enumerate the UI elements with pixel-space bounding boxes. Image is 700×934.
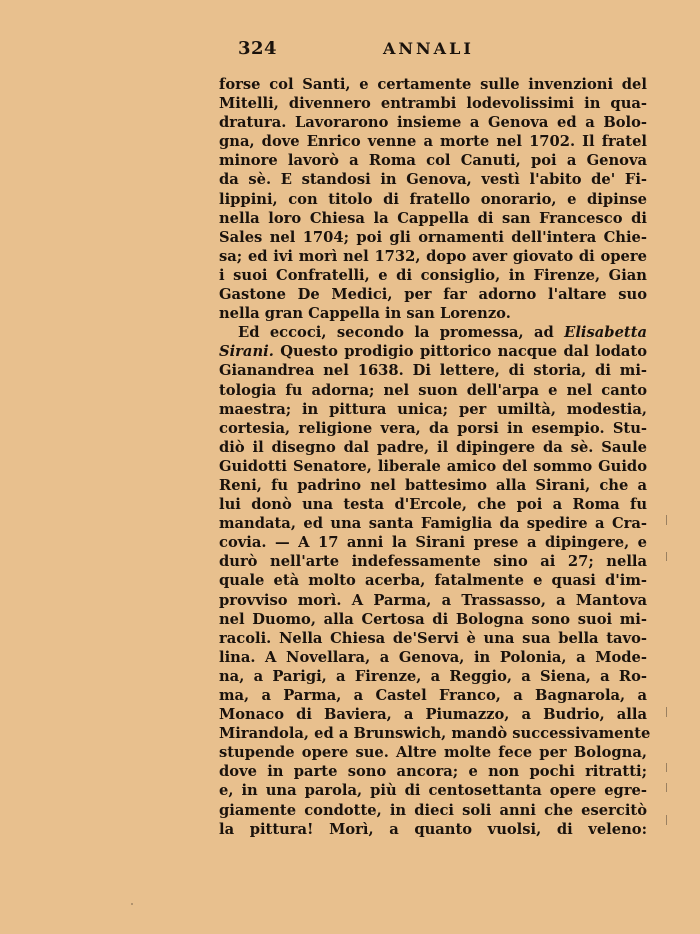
text-line: na, a Parigi, a Firenze, a Reggio, a Siena, a Ro-: [219, 667, 647, 685]
text-line: dratura. Lavorarono insieme a Genova ed a Bolo-: [219, 114, 647, 132]
text-line: forse col Santi, e certamente sulle invenzioni del: [219, 76, 647, 93]
text-line-italic: Sirani. Questo prodigio pittorico nacque dal lodato: [219, 343, 647, 361]
text-line: provviso morì. A Parma, a Trassasso, a Mantova: [219, 591, 647, 609]
text-line: i suoi Confratelli, e di consiglio, in Firenze, Gian: [219, 266, 647, 284]
text-line: Reni, fu padrino nel battesimo alla Sirani, che a: [219, 476, 647, 494]
text-line: sa; ed ivi morì nel 1732, dopo aver giovato di opere: [219, 247, 647, 265]
text-line: nella loro Chiesa la Cappella di san Francesco di: [219, 209, 647, 227]
margin-mark: [666, 783, 667, 792]
text-line: minore lavorò a Roma col Canuti, poi a Genova: [219, 152, 647, 170]
text-line: cortesia, religione vera, da porsi in esempio. Stu-: [219, 419, 647, 437]
text-line: ma, a Parma, a Castel Franco, a Bagnarola, a: [219, 687, 647, 704]
text-line: da sè. E standosi in Genova, vestì l'abito de' Fi-: [219, 171, 647, 189]
text-line: quale età molto acerba, fatalmente e quasi d'im-: [219, 572, 647, 590]
text-line: maestra; in pittura unica; per umiltà, modestia,: [219, 400, 647, 418]
name-italic: Sirani.: [219, 343, 274, 361]
margin-mark: [666, 763, 667, 772]
text-line: Mirandola, ed a Brunswich, mandò successivamente: [219, 725, 651, 743]
text-line: diò il disegno dal padre, il dipingere da sè. Saule: [219, 438, 647, 456]
speck: [131, 903, 133, 905]
text-line: stupende opere sue. Altre molte fece per Bologna,: [219, 744, 647, 762]
running-head: ANNALI: [383, 39, 474, 58]
name-italic: Elisabetta: [564, 324, 647, 342]
text-line: lippini, con titolo di fratello onorario, e dipinse: [219, 190, 647, 208]
text-line: Mitelli, divennero entrambi lodevolissimi in qua-: [219, 95, 647, 113]
text-line: lina. A Novellara, a Genova, in Polonia, a Mode-: [219, 648, 647, 666]
text-line: durò nell'arte indefessamente sino ai 27; nella: [219, 553, 647, 571]
page-number: 324: [238, 38, 278, 59]
text-segment: Ed eccoci, secondo la promessa, ad Elisabetta: [238, 324, 647, 342]
text-line-italic: [219, 323, 647, 342]
text-line: Gastone De Medici, per far adorno l'altare suo: [219, 286, 647, 304]
text-line: tologia fu adorna; nel suon dell'arpa e nel canto: [219, 381, 647, 399]
body-text: [219, 75, 651, 839]
text-line: Gianandrea nel 1638. Di lettere, di storia, di mi-: [219, 362, 647, 380]
text-line: la pittura! Morì, a quanto vuolsi, di veleno:: [219, 820, 647, 838]
text-line: dove in parte sono ancora; e non pochi ritratti;: [219, 763, 647, 781]
margin-mark: [666, 515, 667, 525]
text-line: Sales nel 1704; poi gli ornamenti dell'intera Chie-: [219, 228, 647, 246]
text-line: racoli. Nella Chiesa de'Servi è una sua bella tavo-: [219, 629, 647, 647]
text-line: mandata, ed una santa Famiglia da spedire a Cra-: [219, 515, 647, 533]
margin-mark: [666, 815, 667, 825]
text-line: gna, dove Enrico venne a morte nel 1702. Il fratel: [219, 133, 647, 151]
text-line: nel Duomo, alla Certosa di Bologna sono suoi mi-: [219, 610, 647, 628]
margin-mark: [666, 707, 667, 717]
text-line: Monaco di Baviera, a Piumazzo, a Budrio, alla: [219, 706, 647, 724]
text-line: nella gran Cappella in san Lorenzo.: [219, 305, 511, 323]
text-line: covia. — A 17 anni la Sirani prese a dipingere, e: [219, 534, 647, 552]
text-line: e, in una parola, più di centosettanta opere egre-: [219, 782, 647, 800]
text-line: Guidotti Senatore, liberale amico del sommo Guido: [219, 457, 647, 475]
margin-mark: [666, 552, 667, 561]
text-line: lui donò una testa d'Ercole, che poi a Roma fu: [219, 496, 647, 514]
text-line: giamente condotte, in dieci soli anni che esercitò: [219, 801, 647, 819]
